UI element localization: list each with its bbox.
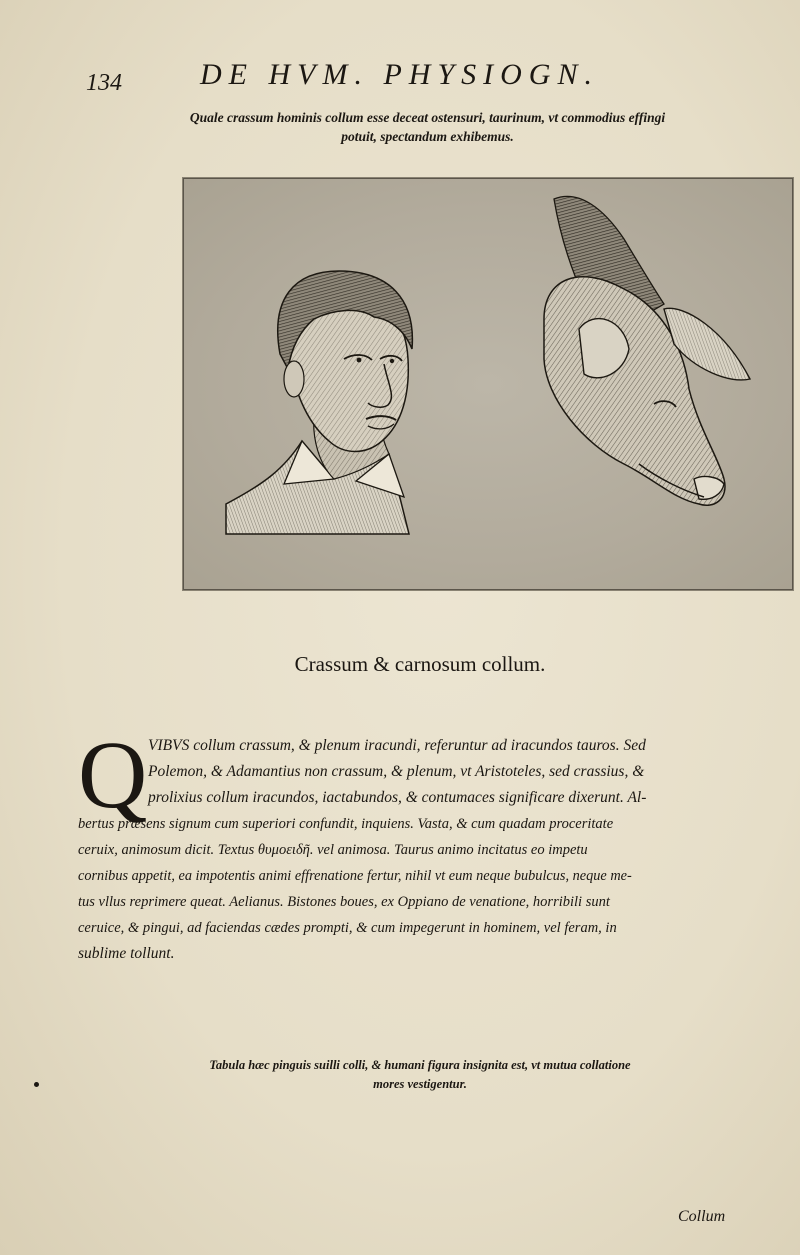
- drop-cap: Q: [78, 721, 148, 828]
- catchword: Collum: [678, 1208, 726, 1225]
- page-number: 134: [86, 70, 122, 96]
- body-paragraph: [78, 733, 768, 967]
- human-head-figure: [226, 271, 412, 534]
- plate-illustration: [184, 179, 792, 589]
- body-line: prolixius collum iracundos, iactabundos, & contumaces significare dixerunt. Al-: [148, 789, 647, 806]
- caption-bottom-line: mores vestigentur.: [373, 1077, 467, 1091]
- boar-head-figure: [544, 196, 750, 505]
- body-line: ceruix, animosum dicit. Textus θυμοειδῆ. vel animosa. Taurus animo incitatus eo impetu: [78, 842, 588, 858]
- body-line: VIBVS collum crassum, & plenum iracundi, referuntur ad iracundos tauros. Sed: [148, 737, 646, 754]
- body-line: bertus præsens signum cum superiori confundit, inquiens. Vasta, & cum quadam proceritate: [78, 816, 614, 832]
- body-line: cornibus appetit, ea impotentis animi effrenatione fertur, nihil vt eum neque bubulcus, neque me-: [78, 868, 632, 884]
- ink-dot: [34, 1082, 39, 1087]
- caption-bottom-line: Tabula hæc pinguis suilli colli, & humani figura insignita est, vt mutua collatione: [209, 1058, 631, 1072]
- body-line: tus vllus reprimere queat. Aelianus. Bistones boues, ex Oppiano de venatione, horribili sunt: [78, 894, 610, 910]
- caption-top-line: Quale crassum hominis collum esse deceat ostensuri, taurinum, vt commodius effingi: [189, 110, 666, 125]
- plate-caption-bottom: [180, 1056, 660, 1094]
- body-line: ceruice, & pingui, ad faciendas cædes prompti, & cum impegerunt in hominem, vel feram, in: [78, 920, 617, 936]
- body-line: Polemon, & Adamantius non crassum, & plenum, vt Aristoteles, sed crassius, &: [148, 763, 645, 780]
- running-head: DE HVM. PHYSIOGN.: [200, 58, 599, 91]
- plate-caption-top: [175, 108, 680, 146]
- caption-top-line: potuit, spectandum exhibemus.: [341, 129, 514, 144]
- body-line: sublime tollunt.: [78, 945, 175, 962]
- section-title: Crassum & carnosum collum.: [294, 652, 546, 676]
- engraved-plate: [183, 178, 793, 590]
